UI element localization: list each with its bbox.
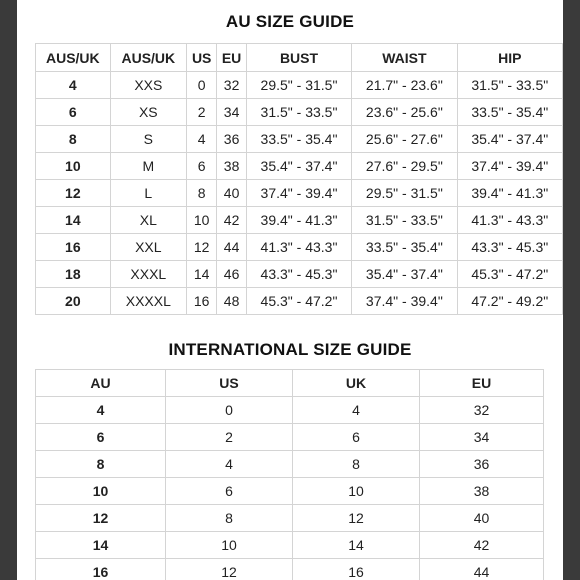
au-header-row <box>36 44 563 72</box>
col-header-us: US <box>187 44 217 72</box>
col-header-us: US <box>166 370 293 397</box>
table-row <box>36 397 544 424</box>
table-cell: 34 <box>420 424 544 451</box>
table-cell: 12 <box>36 505 166 532</box>
international-size-table <box>35 369 544 580</box>
table-cell: 35.4" - 37.4" <box>352 261 457 288</box>
table-cell: 2 <box>187 99 217 126</box>
table-cell: 6 <box>293 424 420 451</box>
table-cell: 10 <box>187 207 217 234</box>
table-row <box>36 72 563 99</box>
table-cell: XXL <box>110 234 186 261</box>
table-row <box>36 478 544 505</box>
table-cell: 38 <box>217 153 246 180</box>
table-cell: 12 <box>293 505 420 532</box>
table-cell: S <box>110 126 186 153</box>
table-cell: 31.5" - 33.5" <box>246 99 351 126</box>
international-size-guide-title: INTERNATIONAL SIZE GUIDE <box>168 340 412 359</box>
table-cell: 37.4" - 39.4" <box>246 180 351 207</box>
col-header-hip: HIP <box>457 44 562 72</box>
table-cell: 14 <box>36 532 166 559</box>
table-cell: 12 <box>187 234 217 261</box>
table-cell: 40 <box>217 180 246 207</box>
table-cell: XXXXL <box>110 288 186 315</box>
table-cell: 44 <box>420 559 544 580</box>
table-cell: 41.3" - 43.3" <box>246 234 351 261</box>
table-cell: 36 <box>420 451 544 478</box>
au-size-guide-title: AU SIZE GUIDE <box>225 12 355 31</box>
table-cell: 4 <box>187 126 217 153</box>
table-cell: 42 <box>217 207 246 234</box>
table-cell: 12 <box>36 180 111 207</box>
table-cell: 34 <box>217 99 246 126</box>
table-cell: 16 <box>36 234 111 261</box>
table-cell: 32 <box>420 397 544 424</box>
table-cell: 2 <box>166 424 293 451</box>
col-header-waist: WAIST <box>352 44 457 72</box>
table-cell: 46 <box>217 261 246 288</box>
table-cell: 33.5" - 35.4" <box>352 234 457 261</box>
table-cell: 8 <box>36 451 166 478</box>
table-row <box>36 288 563 315</box>
table-cell: 37.4" - 39.4" <box>352 288 457 315</box>
table-cell: 43.3" - 45.3" <box>457 234 562 261</box>
table-cell: 8 <box>293 451 420 478</box>
table-cell: 4 <box>166 451 293 478</box>
table-cell: 36 <box>217 126 246 153</box>
table-cell: XXXL <box>110 261 186 288</box>
table-cell: 23.6" - 25.6" <box>352 99 457 126</box>
table-row <box>36 180 563 207</box>
table-cell: 16 <box>187 288 217 315</box>
table-cell: 39.4" - 41.3" <box>246 207 351 234</box>
table-row <box>36 99 563 126</box>
table-row <box>36 559 544 580</box>
table-row <box>36 234 563 261</box>
table-cell: 10 <box>293 478 420 505</box>
table-row <box>36 424 544 451</box>
table-cell: 33.5" - 35.4" <box>246 126 351 153</box>
table-cell: 8 <box>36 126 111 153</box>
table-cell: 6 <box>187 153 217 180</box>
table-row <box>36 207 563 234</box>
col-header-uk: UK <box>293 370 420 397</box>
table-cell: 39.4" - 41.3" <box>457 180 562 207</box>
table-row <box>36 532 544 559</box>
table-cell: 8 <box>187 180 217 207</box>
table-cell: L <box>110 180 186 207</box>
table-cell: 29.5" - 31.5" <box>352 180 457 207</box>
table-cell: 4 <box>36 72 111 99</box>
table-cell: 10 <box>36 478 166 505</box>
table-row <box>36 505 544 532</box>
table-cell: 6 <box>36 424 166 451</box>
table-cell: 37.4" - 39.4" <box>457 153 562 180</box>
table-cell: 12 <box>166 559 293 580</box>
table-cell: 35.4" - 37.4" <box>246 153 351 180</box>
table-cell: 18 <box>36 261 111 288</box>
table-cell: 47.2" - 49.2" <box>457 288 562 315</box>
table-cell: 41.3" - 43.3" <box>457 207 562 234</box>
au-size-table <box>35 43 563 315</box>
table-cell: 10 <box>36 153 111 180</box>
table-cell: 20 <box>36 288 111 315</box>
table-cell: 0 <box>166 397 293 424</box>
table-cell: 42 <box>420 532 544 559</box>
table-cell: 0 <box>187 72 217 99</box>
table-cell: XXS <box>110 72 186 99</box>
table-cell: 14 <box>36 207 111 234</box>
table-cell: 35.4" - 37.4" <box>457 126 562 153</box>
table-cell: 6 <box>36 99 111 126</box>
table-row <box>36 153 563 180</box>
table-row <box>36 451 544 478</box>
table-row <box>36 126 563 153</box>
table-cell: 45.3" - 47.2" <box>246 288 351 315</box>
intl-header-row <box>36 370 544 397</box>
table-cell: 44 <box>217 234 246 261</box>
col-header-aus-uk: AUS/UK <box>36 44 111 72</box>
table-cell: 4 <box>36 397 166 424</box>
table-row <box>36 261 563 288</box>
table-cell: 45.3" - 47.2" <box>457 261 562 288</box>
table-cell: 38 <box>420 478 544 505</box>
table-cell: 48 <box>217 288 246 315</box>
table-cell: M <box>110 153 186 180</box>
table-cell: 10 <box>166 532 293 559</box>
table-cell: 14 <box>187 261 217 288</box>
table-cell: 27.6" - 29.5" <box>352 153 457 180</box>
table-cell: 31.5" - 33.5" <box>352 207 457 234</box>
table-cell: XS <box>110 99 186 126</box>
col-header-au: AU <box>36 370 166 397</box>
size-guide-sheet <box>17 0 563 580</box>
table-cell: XL <box>110 207 186 234</box>
table-cell: 16 <box>293 559 420 580</box>
table-cell: 6 <box>166 478 293 505</box>
table-cell: 32 <box>217 72 246 99</box>
table-cell: 8 <box>166 505 293 532</box>
table-cell: 21.7" - 23.6" <box>352 72 457 99</box>
table-cell: 33.5" - 35.4" <box>457 99 562 126</box>
col-header-aus-uk-letter: AUS/UK <box>110 44 186 72</box>
table-cell: 43.3" - 45.3" <box>246 261 351 288</box>
col-header-eu: EU <box>420 370 544 397</box>
table-cell: 40 <box>420 505 544 532</box>
table-cell: 29.5" - 31.5" <box>246 72 351 99</box>
table-cell: 31.5" - 33.5" <box>457 72 562 99</box>
table-cell: 14 <box>293 532 420 559</box>
col-header-bust: BUST <box>246 44 351 72</box>
table-cell: 4 <box>293 397 420 424</box>
table-cell: 25.6" - 27.6" <box>352 126 457 153</box>
col-header-eu: EU <box>217 44 246 72</box>
table-cell: 16 <box>36 559 166 580</box>
